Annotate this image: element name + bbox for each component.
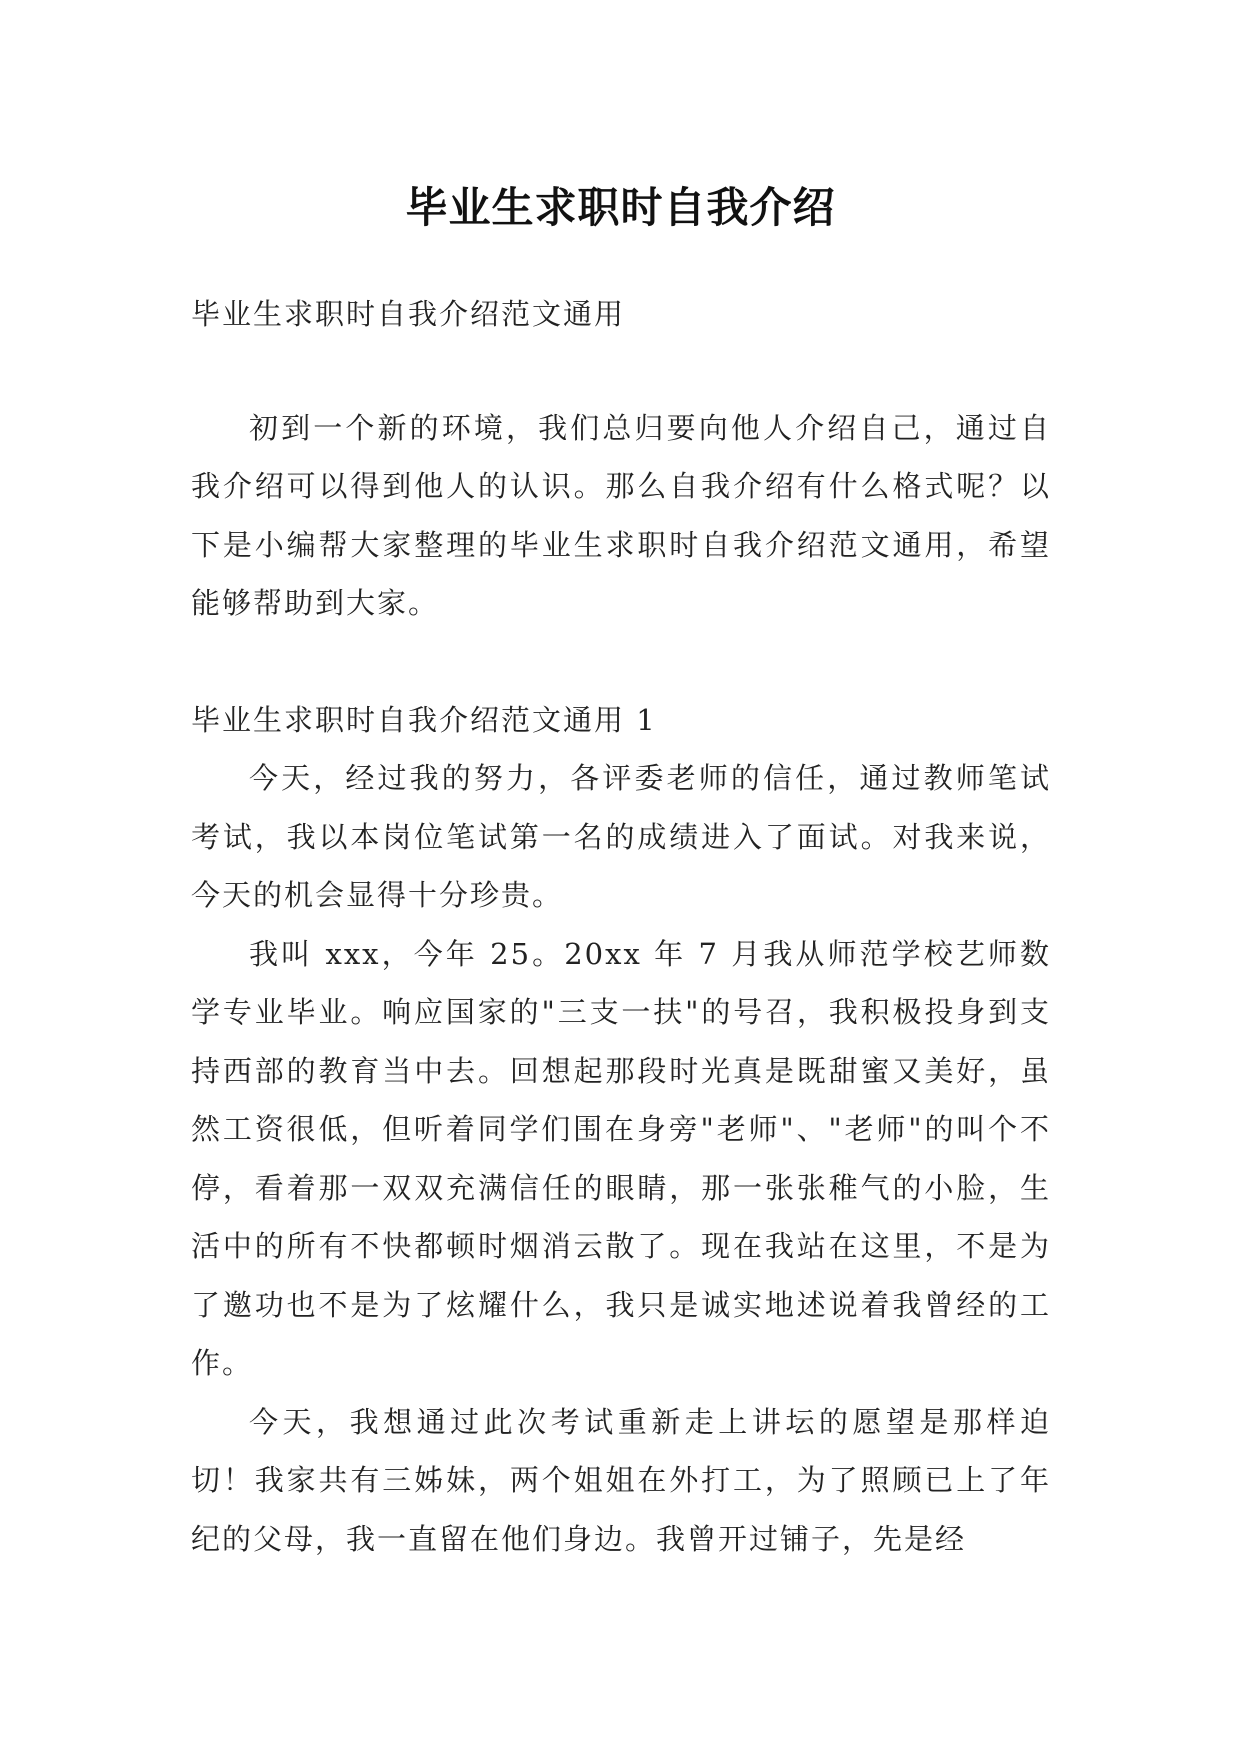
section-heading: 毕业生求职时自我介绍范文通用 1 (191, 702, 657, 737)
intro-paragraph: 初到一个新的环境，我们总归要向他人介绍自己，通过自我介绍可以得到他人的认识。那么自我介绍有什么格式呢？以下是小编帮大家整理的毕业生求职时自我介绍范文通用，希望能够帮助到大家。 (191, 410, 1051, 620)
body-paragraph-1: 今天，经过我的努力，各评委老师的信任，通过教师笔试考试，我以本岗位笔试第一名的成绩进入了面试。对我来说，今天的机会显得十分珍贵。 (191, 761, 1051, 912)
document-body (191, 285, 1051, 1568)
document-title: 毕业生求职时自我介绍 (405, 183, 836, 233)
document-subtitle: 毕业生求职时自我介绍范文通用 (191, 297, 626, 331)
body-paragraph-2: 我叫 xxx，今年 25。20xx 年 7 月我从师范学校艺师数学专业毕业。响应国家的"三支一扶"的号召，我积极投身到支持西部的教育当中去。回想起那段时光真是既甜蜜又美好，虽然工资很低，但听着同学们围在身旁"老师"、"老师"的叫个不停，看着那一双双充满信任的眼睛，那一张张稚气的小脸，生活中的所有不快都顿时烟消云散了。现在我站在这里，不是为了邀功也不是为了炫耀什么，我只是诚实地述说着我曾经的工作。 (191, 936, 1051, 1380)
body-paragraph-3: 今天，我想通过此次考试重新走上讲坛的愿望是那样迫切！我家共有三姊妹，两个姐姐在外打工，为了照顾已上了年纪的父母，我一直留在他们身边。我曾开过铺子，先是经 (191, 1404, 1051, 1556)
